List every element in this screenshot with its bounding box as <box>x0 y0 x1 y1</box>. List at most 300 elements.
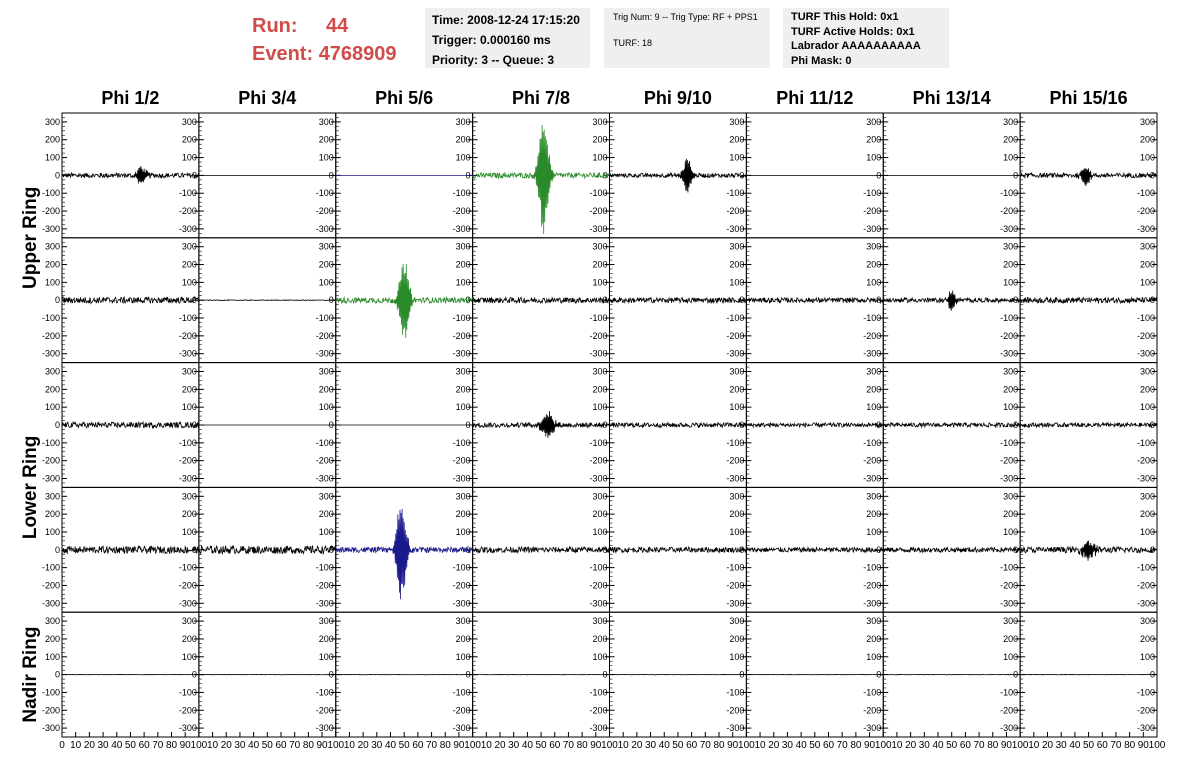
y-tick-label: 100 <box>729 402 745 413</box>
y-tick-label: 100 <box>318 152 334 163</box>
y-tick-label: -100 <box>589 188 608 199</box>
y-tick-label: 100 <box>592 651 608 662</box>
x-tick-label: 100 <box>601 740 618 751</box>
y-tick-label: 300 <box>44 366 60 377</box>
y-tick-label: 200 <box>455 509 471 520</box>
y-tick-label: 200 <box>866 384 882 395</box>
y-tick-label: 100 <box>44 651 60 662</box>
y-tick-label: -100 <box>315 313 334 324</box>
x-tick-label: 40 <box>932 740 944 751</box>
y-tick-label: -200 <box>726 580 745 591</box>
y-tick-label: -200 <box>1000 330 1019 341</box>
y-tick-label: 200 <box>1139 633 1155 644</box>
y-tick-label: 200 <box>455 384 471 395</box>
y-tick-label: -300 <box>726 473 745 484</box>
y-tick-label: -300 <box>726 348 745 359</box>
y-tick-label: 200 <box>181 384 197 395</box>
y-tick-label: -300 <box>863 723 882 734</box>
x-tick-label: 80 <box>713 740 725 751</box>
y-tick-label: -100 <box>863 313 882 324</box>
waveform-trace <box>62 166 199 183</box>
y-tick-label: 0 <box>1149 420 1155 430</box>
y-tick-label: -200 <box>863 455 882 466</box>
y-tick-label: 0 <box>602 295 608 306</box>
waveform-trace <box>610 298 747 303</box>
y-tick-label: -200 <box>315 705 334 716</box>
waveform-trace <box>62 674 199 675</box>
y-tick-label: 0 <box>328 295 334 306</box>
waveform-trace <box>473 674 610 675</box>
y-tick-label: 200 <box>592 259 608 270</box>
y-tick-label: -100 <box>41 437 60 448</box>
column-title: Phi 1/2 <box>101 88 160 108</box>
y-tick-label: -300 <box>41 723 60 734</box>
y-tick-label: 300 <box>592 116 608 127</box>
x-tick-label: 30 <box>1055 740 1067 751</box>
y-tick-label: -200 <box>589 455 608 466</box>
y-tick-label: 0 <box>876 669 882 680</box>
column-title: Phi 5/6 <box>375 88 434 108</box>
y-tick-label: 100 <box>455 651 471 662</box>
y-tick-label: 200 <box>592 509 608 520</box>
y-tick-label: -100 <box>726 437 745 448</box>
x-tick-label: 70 <box>289 740 301 751</box>
waveform-trace <box>62 422 199 428</box>
waveform-trace <box>1020 674 1157 675</box>
info-priority: Priority: 3 -- Queue: 3 <box>432 53 555 67</box>
x-tick-label: 40 <box>658 740 670 751</box>
x-tick-label: 70 <box>562 740 574 751</box>
y-tick-label: -200 <box>726 705 745 716</box>
y-tick-label: -100 <box>178 687 197 698</box>
x-tick-label: 20 <box>631 740 643 751</box>
y-tick-label: -300 <box>452 723 471 734</box>
waveform-trace <box>1020 168 1157 186</box>
info-trig-num: Trig Num: 9 -- Trig Type: RF + PPS1 <box>613 12 758 22</box>
waveform-trace <box>473 125 610 234</box>
x-tick-label: 20 <box>905 740 917 751</box>
y-tick-label: -300 <box>178 598 197 609</box>
y-tick-label: -200 <box>863 206 882 217</box>
y-tick-label: 200 <box>729 509 745 520</box>
y-tick-label: -300 <box>1000 723 1019 734</box>
waveform-trace <box>610 674 747 675</box>
y-tick-label: -100 <box>452 313 471 324</box>
y-tick-label: 0 <box>465 170 471 181</box>
y-tick-label: 100 <box>181 152 197 163</box>
y-tick-label: 300 <box>866 366 882 377</box>
y-tick-label: 0 <box>876 420 882 430</box>
y-tick-label: -200 <box>726 455 745 466</box>
y-tick-label: -100 <box>1000 437 1019 448</box>
y-tick-label: 200 <box>1003 134 1019 145</box>
y-tick-label: -300 <box>315 598 334 609</box>
y-tick-label: -200 <box>1136 705 1155 716</box>
y-tick-label: 0 <box>1149 170 1155 181</box>
y-tick-label: -300 <box>178 473 197 484</box>
y-tick-label: 300 <box>44 616 60 627</box>
y-tick-label: 300 <box>455 491 471 502</box>
x-tick-label: 10 <box>70 740 82 751</box>
y-tick-label: -200 <box>315 330 334 341</box>
y-tick-label: 0 <box>602 420 608 430</box>
x-tick-label: 90 <box>316 740 328 751</box>
y-tick-label: -200 <box>315 206 334 217</box>
x-tick-label: 10 <box>207 740 219 751</box>
y-tick-label: 300 <box>592 241 608 252</box>
column-title: Phi 13/14 <box>912 88 991 108</box>
y-tick-label: -200 <box>589 330 608 341</box>
y-tick-label: 100 <box>729 277 745 288</box>
x-tick-label: 70 <box>699 740 711 751</box>
y-tick-label: 200 <box>729 134 745 145</box>
x-tick-label: 100 <box>1011 740 1029 751</box>
y-tick-label: 100 <box>866 277 882 288</box>
waveform-trace <box>610 547 747 552</box>
y-tick-label: -100 <box>41 687 60 698</box>
y-tick-label: -300 <box>452 223 471 234</box>
y-tick-label: 100 <box>1003 402 1019 413</box>
x-tick-label: 80 <box>165 740 178 751</box>
y-tick-label: 200 <box>44 134 60 145</box>
x-tick-label: 70 <box>836 740 848 751</box>
y-tick-label: -300 <box>589 348 608 359</box>
waveform-trace <box>473 411 610 438</box>
y-tick-label: 0 <box>191 170 197 181</box>
y-tick-label: 100 <box>866 651 882 662</box>
y-tick-label: 300 <box>729 116 745 127</box>
x-tick-label: 60 <box>412 740 424 751</box>
y-tick-label: 0 <box>739 420 745 430</box>
ring-label: Nadir Ring <box>20 626 41 723</box>
y-tick-label: 300 <box>455 616 471 627</box>
y-tick-label: 100 <box>1139 402 1155 413</box>
y-tick-label: -200 <box>1000 580 1019 591</box>
x-tick-label: 10 <box>1028 740 1040 751</box>
y-tick-label: -200 <box>1000 705 1019 716</box>
y-tick-label: -200 <box>1136 580 1155 591</box>
y-tick-label: 300 <box>1139 116 1155 127</box>
y-tick-label: -200 <box>41 206 60 217</box>
y-tick-label: -200 <box>315 580 334 591</box>
y-tick-label: -300 <box>726 723 745 734</box>
x-tick-label: 60 <box>686 740 698 751</box>
y-tick-label: 200 <box>729 384 745 395</box>
y-tick-label: -200 <box>315 455 334 466</box>
y-tick-label: 100 <box>1139 526 1155 537</box>
waveform-trace <box>62 546 199 553</box>
x-tick-label: 70 <box>152 740 164 751</box>
y-tick-label: 300 <box>181 491 197 502</box>
y-tick-label: -200 <box>1136 330 1155 341</box>
y-tick-label: 300 <box>592 616 608 627</box>
y-tick-label: -100 <box>726 687 745 698</box>
y-tick-label: 300 <box>866 116 882 127</box>
y-tick-label: 0 <box>739 544 745 555</box>
x-tick-label: 100 <box>190 740 208 751</box>
x-tick-label: 60 <box>275 740 287 751</box>
x-tick-label: 30 <box>97 740 109 751</box>
y-tick-label: -100 <box>178 437 197 448</box>
y-tick-label: -100 <box>589 687 608 698</box>
y-tick-label: 200 <box>318 259 334 270</box>
y-tick-label: -300 <box>178 723 197 734</box>
waveform-trace <box>746 547 883 552</box>
column-title: Phi 11/12 <box>776 88 854 108</box>
y-tick-label: 0 <box>876 544 882 555</box>
x-tick-label: 80 <box>1124 740 1136 751</box>
y-tick-label: 200 <box>592 633 608 644</box>
y-tick-label: 100 <box>729 526 745 537</box>
run-value: 44 <box>326 15 349 37</box>
x-tick-label: 90 <box>1000 740 1012 751</box>
info-labrador: Labrador AAAAAAAAAA <box>791 40 921 52</box>
x-tick-label: 100 <box>327 740 345 751</box>
y-tick-label: -100 <box>863 188 882 199</box>
y-tick-label: -200 <box>589 206 608 217</box>
y-tick-label: 300 <box>1139 241 1155 252</box>
y-tick-label: -200 <box>41 705 60 716</box>
x-tick-label: 10 <box>891 740 903 751</box>
y-tick-label: 100 <box>44 402 60 413</box>
y-tick-label: 0 <box>1149 295 1155 306</box>
x-tick-label: 40 <box>384 740 397 751</box>
y-tick-label: -100 <box>726 188 745 199</box>
run-label: Run: <box>252 15 298 37</box>
y-tick-label: 300 <box>318 616 334 627</box>
y-tick-label: 0 <box>54 420 60 430</box>
y-tick-label: 0 <box>191 420 197 430</box>
y-tick-label: 200 <box>592 134 608 145</box>
y-tick-label: 300 <box>592 491 608 502</box>
y-tick-label: -100 <box>178 188 197 199</box>
y-tick-label: -100 <box>863 562 882 573</box>
y-tick-label: 200 <box>1003 259 1019 270</box>
y-tick-label: 0 <box>54 544 60 555</box>
waveform-trace <box>336 264 473 338</box>
y-tick-label: 200 <box>592 384 608 395</box>
waveform-trace <box>1020 541 1157 561</box>
y-tick-label: 100 <box>455 152 471 163</box>
y-tick-label: -100 <box>41 188 60 199</box>
x-tick-label: 50 <box>398 740 410 751</box>
waveform-trace <box>883 547 1020 552</box>
y-tick-label: -100 <box>41 313 60 324</box>
y-tick-label: 0 <box>54 669 60 680</box>
y-tick-label: 200 <box>181 259 197 270</box>
y-tick-label: 100 <box>729 651 745 662</box>
waveform-trace <box>746 423 883 427</box>
y-tick-label: 0 <box>1013 544 1019 555</box>
y-tick-label: 100 <box>318 277 334 288</box>
y-tick-label: 200 <box>44 633 60 644</box>
y-tick-label: 100 <box>318 526 334 537</box>
y-tick-label: 100 <box>318 402 334 413</box>
x-tick-label: 50 <box>124 740 136 751</box>
y-tick-label: 300 <box>181 366 197 377</box>
y-tick-label: 300 <box>318 491 334 502</box>
y-tick-label: -300 <box>41 348 60 359</box>
x-tick-label: 10 <box>343 740 355 751</box>
y-tick-label: -100 <box>315 687 334 698</box>
waveform-trace <box>883 674 1020 675</box>
y-tick-label: -300 <box>589 598 608 609</box>
y-tick-label: -300 <box>1136 723 1155 734</box>
info-phi-mask: Phi Mask: 0 <box>791 54 852 67</box>
y-tick-label: -200 <box>178 705 197 716</box>
x-tick-label: 30 <box>645 740 657 751</box>
y-tick-label: 0 <box>191 669 197 680</box>
x-tick-label: 60 <box>549 740 561 751</box>
x-tick-label: 60 <box>822 740 835 751</box>
y-tick-label: -100 <box>315 437 334 448</box>
y-tick-label: -300 <box>589 723 608 734</box>
y-tick-label: 300 <box>455 366 471 377</box>
y-tick-label: -100 <box>1136 562 1155 573</box>
y-tick-label: -100 <box>315 562 334 573</box>
y-tick-label: 300 <box>181 116 197 127</box>
y-tick-label: -300 <box>41 598 60 609</box>
y-tick-label: 100 <box>592 152 608 163</box>
y-tick-label: 300 <box>592 366 608 377</box>
y-tick-label: 300 <box>318 241 334 252</box>
y-tick-label: -100 <box>315 188 334 199</box>
waveform-trace <box>883 423 1020 427</box>
y-tick-label: -300 <box>1000 598 1019 609</box>
y-tick-label: -100 <box>41 562 60 573</box>
y-tick-label: 0 <box>1149 669 1155 680</box>
y-tick-label: -200 <box>726 206 745 217</box>
waveform-trace <box>883 290 1020 310</box>
y-tick-label: -200 <box>589 705 608 716</box>
y-tick-label: -100 <box>1136 313 1155 324</box>
y-tick-label: -100 <box>178 313 197 324</box>
info-time: Time: 2008-12-24 17:15:20 <box>432 13 580 27</box>
y-tick-label: -300 <box>1136 598 1155 609</box>
x-tick-label: 40 <box>1069 740 1081 751</box>
y-tick-label: -200 <box>863 705 882 716</box>
y-tick-label: -100 <box>863 437 882 448</box>
x-tick-label: 40 <box>521 740 533 751</box>
y-tick-label: 0 <box>328 420 334 430</box>
y-tick-label: 200 <box>866 134 882 145</box>
y-tick-label: 0 <box>465 544 471 555</box>
y-tick-label: -100 <box>1000 313 1019 324</box>
y-tick-label: 200 <box>455 259 471 270</box>
y-tick-label: -300 <box>315 723 334 734</box>
y-tick-label: 200 <box>1003 633 1019 644</box>
y-tick-label: 100 <box>592 526 608 537</box>
y-tick-label: 200 <box>1139 259 1155 270</box>
x-tick-label: 50 <box>946 740 958 751</box>
info-turf-hold: TURF This Hold: 0x1 <box>791 11 899 23</box>
x-tick-label: 20 <box>1041 740 1054 751</box>
y-tick-label: 100 <box>592 402 608 413</box>
y-tick-label: 0 <box>602 170 608 181</box>
column-title: Phi 15/16 <box>1049 88 1128 108</box>
x-tick-label: 40 <box>248 740 260 751</box>
y-tick-label: -100 <box>452 687 471 698</box>
y-tick-label: -200 <box>452 330 471 341</box>
y-tick-label: -300 <box>726 598 745 609</box>
x-tick-label: 20 <box>357 740 369 751</box>
x-tick-label: 60 <box>1096 740 1108 751</box>
y-tick-label: -300 <box>726 223 745 234</box>
y-tick-label: 100 <box>729 152 745 163</box>
y-tick-label: -100 <box>1136 188 1155 199</box>
x-tick-label: 80 <box>439 740 451 751</box>
column-title: Phi 9/10 <box>643 88 712 108</box>
y-tick-label: 100 <box>1003 152 1019 163</box>
y-tick-label: 300 <box>729 366 745 377</box>
y-tick-label: -100 <box>726 313 745 324</box>
y-tick-label: 100 <box>866 526 882 537</box>
y-tick-label: 300 <box>866 241 882 252</box>
x-tick-label: 70 <box>973 740 985 751</box>
x-tick-label: 90 <box>453 740 465 751</box>
y-tick-label: -200 <box>452 705 471 716</box>
y-tick-label: -200 <box>1000 206 1019 217</box>
y-tick-label: -100 <box>1000 687 1019 698</box>
waveform-trace <box>199 300 336 301</box>
y-tick-label: -100 <box>589 437 608 448</box>
y-tick-label: 100 <box>455 277 471 288</box>
waveform-trace <box>199 674 336 675</box>
y-tick-label: -300 <box>863 473 882 484</box>
waveform-trace <box>473 544 610 555</box>
y-tick-label: 200 <box>181 509 197 520</box>
x-tick-label: 60 <box>959 740 971 751</box>
y-tick-label: -300 <box>863 598 882 609</box>
y-tick-label: -200 <box>863 330 882 341</box>
y-tick-label: 0 <box>328 669 334 680</box>
x-tick-label: 90 <box>864 740 876 751</box>
y-tick-label: 200 <box>318 509 334 520</box>
y-tick-label: 200 <box>455 134 471 145</box>
y-tick-label: -300 <box>1000 473 1019 484</box>
y-tick-label: 0 <box>1013 669 1019 680</box>
y-tick-label: 100 <box>44 152 60 163</box>
y-tick-label: -300 <box>589 223 608 234</box>
x-tick-label: 90 <box>179 740 191 751</box>
x-tick-label: 70 <box>426 740 438 751</box>
y-tick-label: -100 <box>726 562 745 573</box>
x-tick-label: 80 <box>302 740 314 751</box>
y-tick-label: -300 <box>1136 473 1155 484</box>
y-tick-label: 300 <box>318 116 334 127</box>
x-tick-label: 40 <box>795 740 807 751</box>
waveform-trace <box>473 295 610 306</box>
y-tick-label: -100 <box>1136 687 1155 698</box>
y-tick-label: 200 <box>1139 384 1155 395</box>
x-tick-label: 50 <box>672 740 684 751</box>
y-tick-label: 200 <box>44 259 60 270</box>
y-tick-label: -200 <box>178 206 197 217</box>
y-tick-label: 0 <box>876 295 882 306</box>
y-tick-label: -300 <box>1000 223 1019 234</box>
y-tick-label: 300 <box>729 491 745 502</box>
y-tick-label: 0 <box>465 669 471 680</box>
y-tick-label: -200 <box>452 206 471 217</box>
y-tick-label: -200 <box>726 330 745 341</box>
y-tick-label: 100 <box>181 526 197 537</box>
y-tick-label: -100 <box>452 188 471 199</box>
y-tick-label: -100 <box>1000 188 1019 199</box>
y-tick-label: -200 <box>1136 455 1155 466</box>
y-tick-label: 200 <box>866 509 882 520</box>
y-tick-label: 0 <box>54 295 60 306</box>
x-tick-label: 100 <box>1148 740 1166 751</box>
